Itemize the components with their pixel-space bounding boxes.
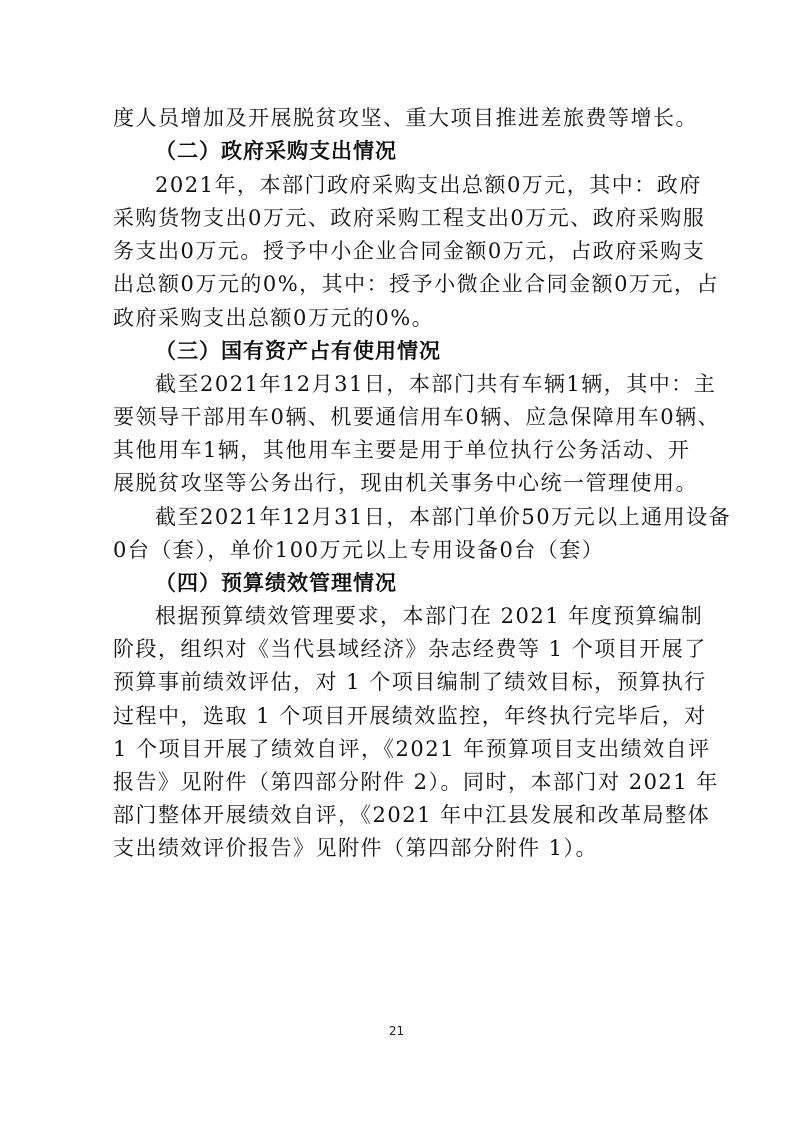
paragraph-line: 截至2021年12月31日，本部门单价50万元以上通用设备	[155, 505, 732, 529]
section-heading-performance-management: （四）预算绩效管理情况	[155, 571, 397, 595]
section-heading-government-procurement: （二）政府采购支出情况	[155, 139, 397, 163]
paragraph-line: 截至2021年12月31日，本部门共有车辆1辆，其中：主	[155, 372, 717, 396]
paragraph-line: 展脱贫攻坚等公务出行，现由机关事务中心统一管理使用。	[113, 471, 698, 495]
paragraph-line: 0台（套），单价100万元以上专用设备0台（套）	[113, 538, 605, 562]
page-number: 21	[388, 1024, 405, 1038]
paragraph-line: 采购货物支出0万元、政府采购工程支出0万元、政府采购服	[113, 206, 706, 230]
section-heading-state-assets: （三）国有资产占有使用情况	[155, 339, 441, 363]
paragraph-line: 其他用车1辆，其他用车主要是用于单位执行公务活动、开	[113, 438, 691, 462]
paragraph-line: 1 个项目开展了绩效自评，《2021 年预算项目支出绩效自评	[113, 737, 711, 761]
paragraph-line: 出总额0万元的0%，其中：授予小微企业合同金额0万元，占	[113, 272, 720, 296]
paragraph-line: 支出绩效评价报告》见附件（第四部分附件 1）。	[113, 836, 599, 860]
paragraph-line: 预算事前绩效评估，对 1 个项目编制了绩效目标，预算执行	[113, 670, 707, 694]
paragraph-line: 要领导干部用车0辆、机要通信用车0辆、应急保障用车0辆、	[113, 405, 721, 429]
paragraph-line: 政府采购支出总额0万元的0%。	[113, 306, 435, 330]
paragraph-line: 2021年，本部门政府采购支出总额0万元，其中：政府	[155, 173, 702, 197]
paragraph-line: 过程中，选取 1 个项目开展绩效监控，年终执行完毕后，对	[113, 704, 707, 728]
paragraph-line: 部门整体开展绩效自评，《2021 年中江县发展和改革局整体	[113, 803, 711, 827]
paragraph-line: 根据预算绩效管理要求，本部门在 2021 年度预算编制	[155, 604, 704, 628]
paragraph-line: 报告》见附件（第四部分附件 2）。同时，本部门对 2021 年	[113, 770, 719, 794]
paragraph-line: 度人员增加及开展脱贫攻坚、重大项目推进差旅费等增长。	[113, 106, 698, 130]
paragraph-line: 务支出0万元。授予中小企业合同金额0万元，占政府采购支	[113, 239, 706, 263]
paragraph-line: 阶段，组织对《当代县域经济》杂志经费等 1 个项目开展了	[113, 637, 707, 661]
